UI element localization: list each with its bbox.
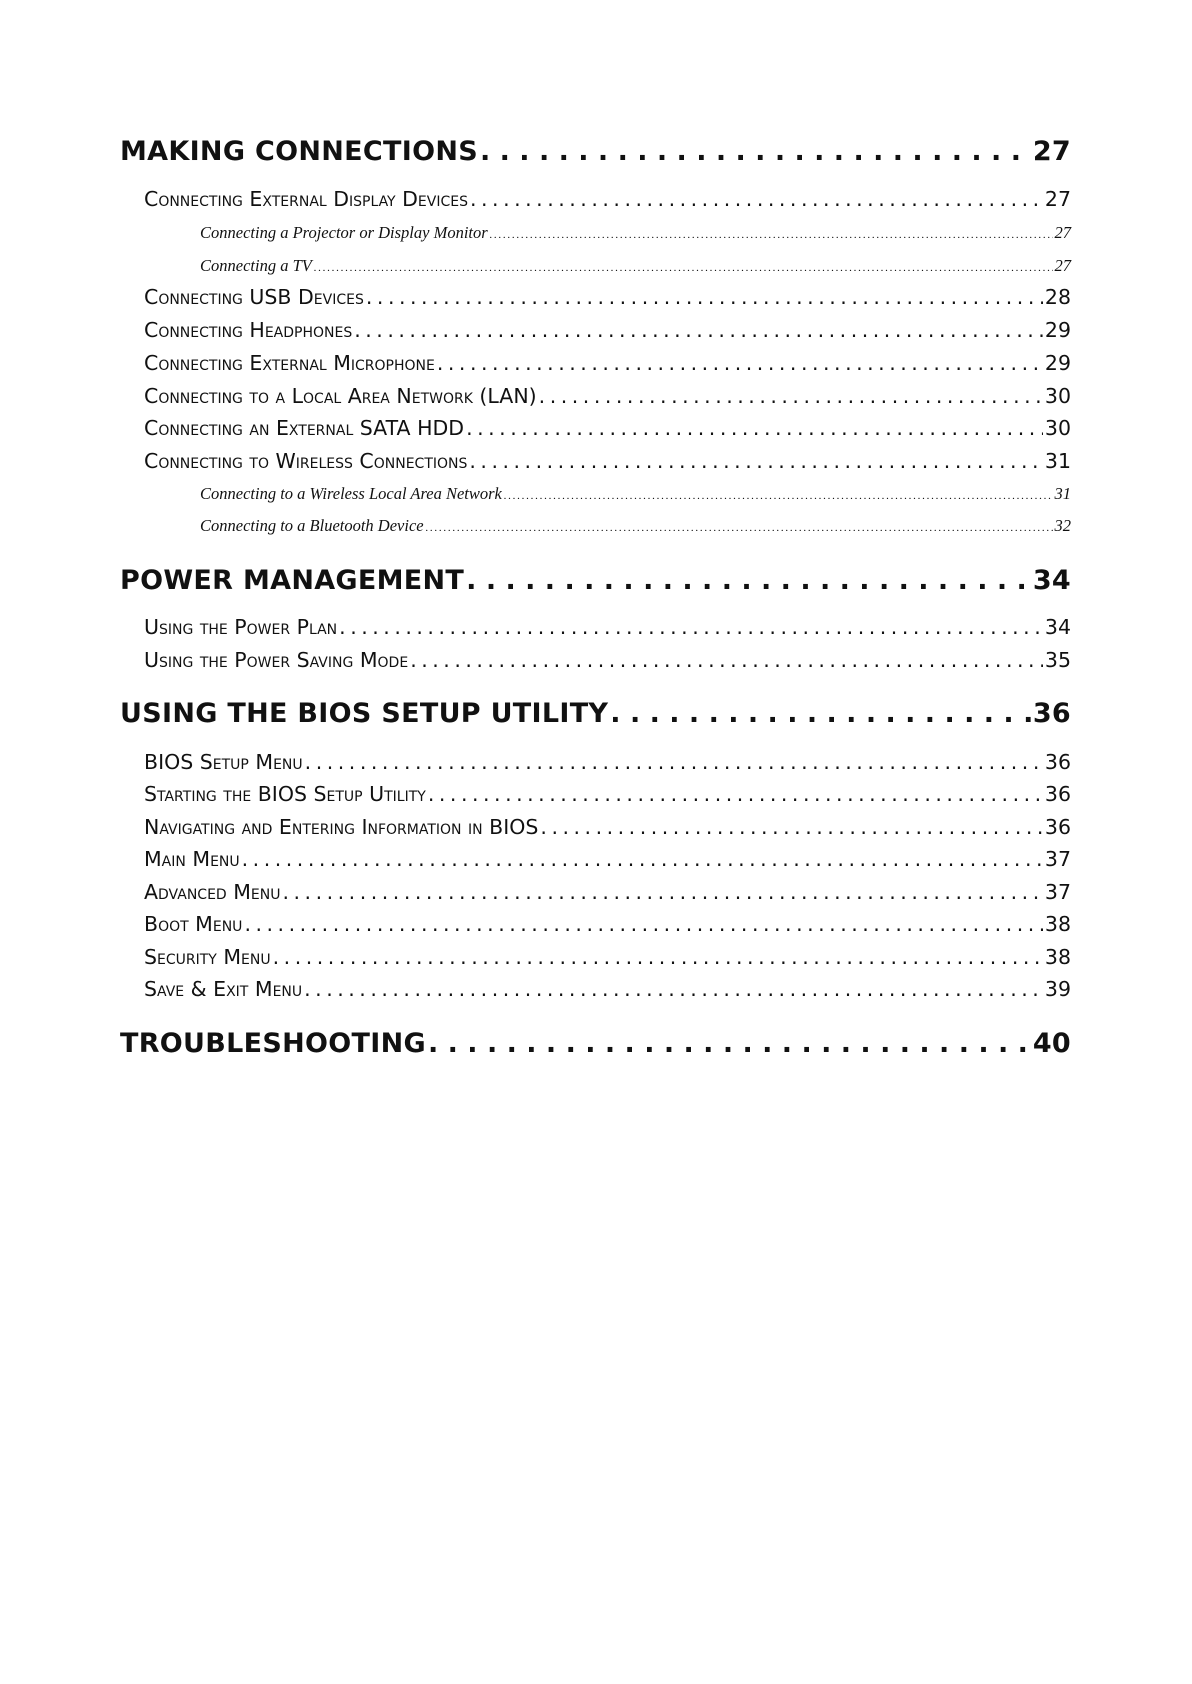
dot-leader xyxy=(366,285,1043,309)
toc-subsection-title: Connecting a Projector or Display Monitor xyxy=(200,223,488,242)
toc-section[interactable] xyxy=(144,449,1071,473)
toc-page-number: 38 xyxy=(1044,912,1071,936)
toc-section-title: Starting the BIOS Setup Utility xyxy=(144,782,426,806)
toc-section-title: Boot Menu xyxy=(144,912,243,936)
toc-page-number: 27 xyxy=(1032,136,1071,167)
toc-section-title: Connecting USB Devices xyxy=(144,285,364,309)
dot-leader xyxy=(540,815,1043,839)
toc-subsection[interactable] xyxy=(200,516,1071,536)
toc-page-number: 29 xyxy=(1044,351,1071,375)
dot-leader xyxy=(339,615,1043,639)
toc-section[interactable] xyxy=(144,384,1071,408)
dot-leader xyxy=(244,912,1042,936)
toc-subsection[interactable] xyxy=(200,484,1071,504)
toc-page-number: 27 xyxy=(1044,187,1071,211)
toc-subsection[interactable] xyxy=(200,256,1071,276)
toc-page-number: 34 xyxy=(1032,565,1071,596)
dot-leader xyxy=(470,187,1043,211)
toc-section-title: Using the Power Saving Mode xyxy=(144,648,409,672)
dot-leader xyxy=(504,490,1053,502)
toc-chapter[interactable] xyxy=(120,698,1071,729)
toc-section-title: Connecting to a Local Area Network (LAN) xyxy=(144,384,537,408)
dot-leader xyxy=(282,880,1042,904)
toc-page-number: 31 xyxy=(1054,484,1071,503)
toc-section[interactable] xyxy=(144,351,1071,375)
dot-leader xyxy=(610,698,1031,729)
dot-leader xyxy=(466,416,1043,440)
toc-section[interactable] xyxy=(144,977,1071,1001)
toc-section[interactable] xyxy=(144,187,1071,211)
toc-section[interactable] xyxy=(144,285,1071,309)
toc-page-number: 29 xyxy=(1044,318,1071,342)
toc-page-number: 30 xyxy=(1044,384,1071,408)
toc-page-number: 30 xyxy=(1044,416,1071,440)
toc-section[interactable] xyxy=(144,782,1071,806)
dot-leader xyxy=(539,384,1043,408)
toc-page-number: 27 xyxy=(1054,223,1071,242)
toc-section-title: BIOS Setup Menu xyxy=(144,750,303,774)
toc-subsection-title: Connecting a TV xyxy=(200,256,312,275)
toc-section-title: Navigating and Entering Information in BIOS xyxy=(144,815,539,839)
toc-section-title: Connecting Headphones xyxy=(144,318,353,342)
toc-section[interactable] xyxy=(144,847,1071,871)
toc-section-title: Connecting External Display Devices xyxy=(144,187,468,211)
toc-section[interactable] xyxy=(144,416,1071,440)
toc-page-number: 36 xyxy=(1044,782,1071,806)
toc-page-number: 35 xyxy=(1044,648,1071,672)
dot-leader xyxy=(305,750,1043,774)
toc-subsection-title: Connecting to a Wireless Local Area Network xyxy=(200,484,502,503)
toc-section-title: Connecting an External SATA HDD xyxy=(144,416,465,440)
dot-leader xyxy=(273,945,1043,969)
dot-leader xyxy=(490,229,1053,241)
dot-leader xyxy=(437,351,1043,375)
toc-section-title: Connecting to Wireless Connections xyxy=(144,449,468,473)
toc-section-title: Save & Exit Menu xyxy=(144,977,303,1001)
toc-page-number: 31 xyxy=(1044,449,1071,473)
toc-page-number: 37 xyxy=(1044,880,1071,904)
dot-leader xyxy=(469,449,1043,473)
toc-page-number: 34 xyxy=(1044,615,1071,639)
toc-page-number: 36 xyxy=(1044,815,1071,839)
toc-section-title: Connecting External Microphone xyxy=(144,351,435,375)
toc-chapter-title: MAKING CONNECTIONS xyxy=(120,136,478,167)
toc-chapter-title: POWER MANAGEMENT xyxy=(120,565,465,596)
toc-section[interactable] xyxy=(144,912,1071,936)
toc-section-title: Main Menu xyxy=(144,847,240,871)
dot-leader xyxy=(466,565,1031,596)
toc-subsection[interactable] xyxy=(200,223,1071,243)
toc-chapter[interactable] xyxy=(120,565,1071,596)
toc-page-number: 32 xyxy=(1054,516,1071,535)
toc-chapter-title: USING THE BIOS SETUP UTILITY xyxy=(120,698,609,729)
toc-page-number: 39 xyxy=(1044,977,1071,1001)
toc-section[interactable] xyxy=(144,880,1071,904)
dot-leader xyxy=(480,136,1031,167)
dot-leader xyxy=(426,522,1053,534)
toc-section[interactable] xyxy=(144,318,1071,342)
toc-page-number: 38 xyxy=(1044,945,1071,969)
dot-leader xyxy=(428,782,1043,806)
dot-leader xyxy=(304,977,1043,1001)
toc-section-title: Using the Power Plan xyxy=(144,615,338,639)
toc-chapter[interactable] xyxy=(120,1028,1071,1059)
dot-leader xyxy=(242,847,1043,871)
toc-page-number: 40 xyxy=(1032,1028,1071,1059)
toc-section[interactable] xyxy=(144,750,1071,774)
toc-section-title: Security Menu xyxy=(144,945,271,969)
toc-section[interactable] xyxy=(144,648,1071,672)
toc-subsection-title: Connecting to a Bluetooth Device xyxy=(200,516,424,535)
dot-leader xyxy=(354,318,1043,342)
toc-page-number: 36 xyxy=(1032,698,1071,729)
toc-page-number: 27 xyxy=(1054,256,1071,275)
dot-leader xyxy=(314,262,1053,274)
toc-section[interactable] xyxy=(144,945,1071,969)
dot-leader xyxy=(410,648,1043,672)
dot-leader xyxy=(428,1028,1031,1059)
toc-section[interactable] xyxy=(144,815,1071,839)
toc-section-title: Advanced Menu xyxy=(144,880,281,904)
toc-chapter[interactable] xyxy=(120,136,1071,167)
toc-page-number: 28 xyxy=(1044,285,1071,309)
toc-chapter-title: TROUBLESHOOTING xyxy=(120,1028,426,1059)
toc-page-number: 36 xyxy=(1044,750,1071,774)
toc-page-number: 37 xyxy=(1044,847,1071,871)
toc-section[interactable] xyxy=(144,615,1071,639)
